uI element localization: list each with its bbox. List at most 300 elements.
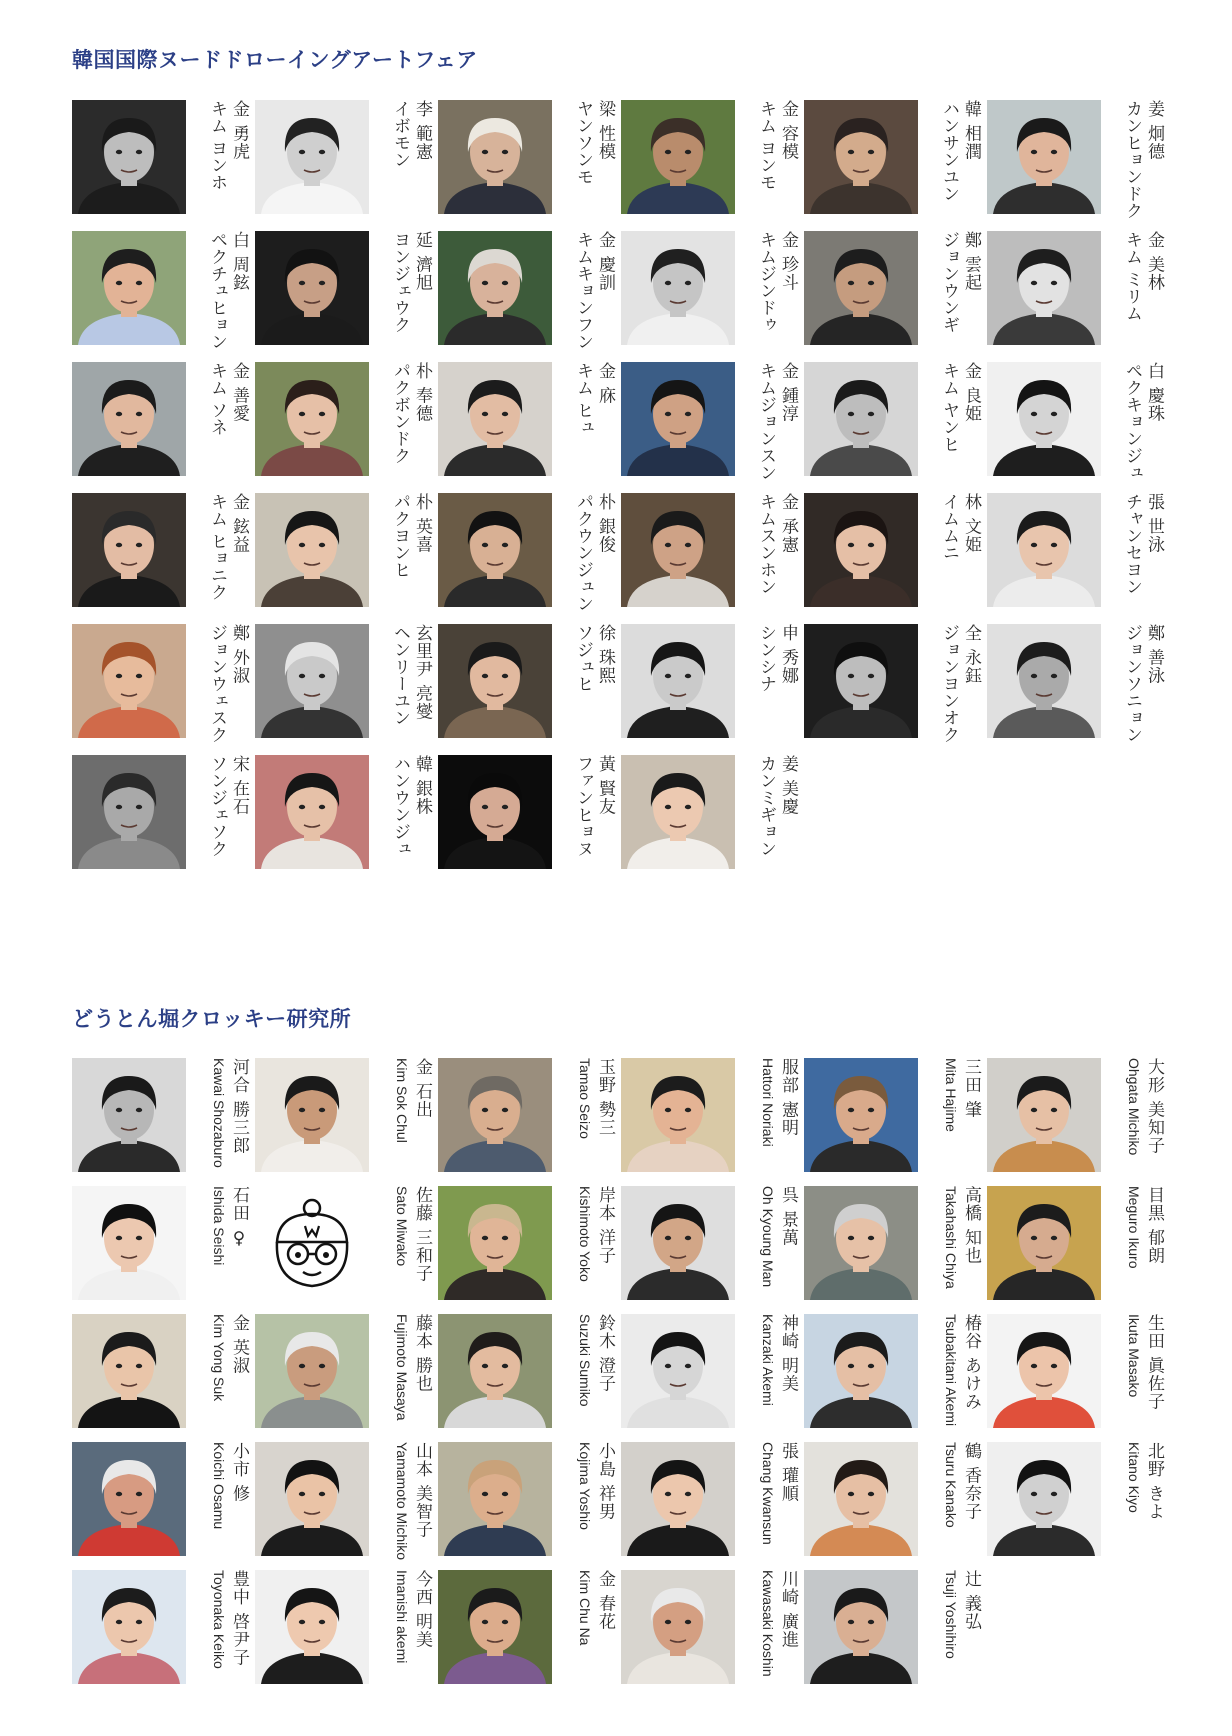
member-name-secondary: Kanzaki Akemi	[760, 1314, 776, 1406]
member-name-primary: 高橋 知也	[961, 1186, 981, 1265]
member-name-primary: 張 瓘順	[778, 1442, 798, 1503]
member-card	[804, 1442, 982, 1558]
member-photo	[987, 362, 1101, 476]
member-name-secondary: ヘンリーユン	[390, 624, 410, 726]
member-name	[922, 624, 982, 743]
member-card	[255, 362, 433, 478]
member-photo	[72, 755, 186, 869]
member-name-primary: 石田 ♀	[229, 1186, 249, 1250]
member-name-secondary: Kishimoto Yoko	[577, 1186, 593, 1282]
member-photo	[987, 1442, 1101, 1556]
member-card	[255, 1186, 433, 1302]
member-photo	[255, 1442, 369, 1556]
member-photo	[72, 100, 186, 214]
portrait-image	[72, 1058, 186, 1172]
member-photo	[804, 1314, 918, 1428]
member-photo	[987, 1186, 1101, 1300]
member-name-secondary: Meguro Ikuro	[1126, 1186, 1142, 1269]
member-name	[556, 100, 616, 216]
member-name-primary: 韓 相潤	[961, 100, 981, 161]
member-name-secondary: キムジンドゥ	[756, 231, 776, 333]
member-photo	[438, 1186, 552, 1300]
member-name	[739, 1186, 799, 1302]
member-name-secondary: イボモン	[390, 100, 410, 168]
member-name	[922, 100, 982, 216]
member-name-secondary: ソジュヒ	[573, 624, 593, 692]
portrait-image	[987, 1058, 1101, 1172]
member-name-secondary: ファンヒョヌ	[573, 755, 593, 857]
member-name-secondary: キム ソネ	[207, 362, 227, 436]
member-name	[739, 362, 799, 481]
member-card	[72, 1570, 250, 1686]
member-photo	[255, 231, 369, 345]
member-card	[987, 1186, 1165, 1302]
member-name	[922, 362, 982, 478]
member-photo	[804, 362, 918, 476]
member-name-primary: 延 濟旭	[412, 231, 432, 292]
member-card	[438, 1314, 616, 1430]
portrait-image	[72, 755, 186, 869]
member-name	[190, 362, 250, 478]
member-name-secondary: Tamao Seizo	[577, 1058, 593, 1139]
member-name-primary: 金 鍾淳	[778, 362, 798, 423]
member-name-secondary: Chang Kwansun	[760, 1442, 776, 1545]
member-card	[438, 1442, 616, 1558]
member-card	[255, 1442, 433, 1561]
portrait-image	[621, 1186, 735, 1300]
member-name	[1105, 1442, 1165, 1558]
member-card	[621, 493, 799, 609]
member-photo	[72, 1314, 186, 1428]
member-name	[739, 755, 799, 871]
member-card	[987, 493, 1165, 609]
portrait-image	[804, 231, 918, 345]
member-photo	[987, 231, 1101, 345]
member-card	[438, 1058, 616, 1174]
member-name-primary: 朴 銀俊	[595, 493, 615, 554]
member-name-primary: 金 美林	[1144, 231, 1164, 292]
member-photo	[438, 1570, 552, 1684]
member-photo	[255, 755, 369, 869]
member-name-primary: 鄭 雲起	[961, 231, 981, 292]
portrait-image	[72, 100, 186, 214]
member-name-secondary: Oh Kyoung Man	[760, 1186, 776, 1288]
member-name-primary: 李 範憲	[412, 100, 432, 161]
portrait-image	[72, 362, 186, 476]
member-name	[739, 493, 799, 609]
member-card	[438, 493, 616, 612]
portrait-image	[804, 100, 918, 214]
member-name	[922, 1186, 982, 1302]
member-card	[987, 231, 1165, 347]
member-name-secondary: キム ヒョニク	[207, 493, 227, 601]
portrait-image	[438, 1314, 552, 1428]
member-card	[804, 231, 982, 347]
member-name-primary: 全 永鈺	[961, 624, 981, 685]
portrait-image	[987, 1186, 1101, 1300]
portrait-image	[255, 493, 369, 607]
member-photo	[804, 231, 918, 345]
portrait-image	[438, 624, 552, 738]
member-name	[556, 1058, 616, 1174]
member-name-primary: 林 文姫	[961, 493, 981, 554]
section-title-korea: 韓国国際ヌードドローイングアートフェア	[72, 48, 478, 72]
portrait-image	[804, 1186, 918, 1300]
member-name-secondary: Suzuki Sumiko	[577, 1314, 593, 1407]
member-photo	[987, 100, 1101, 214]
member-name-secondary: ペクチュヒョン	[207, 231, 227, 350]
member-name-primary: 金 石出	[412, 1058, 432, 1119]
member-card	[255, 231, 433, 347]
member-photo	[255, 1186, 369, 1300]
member-name	[922, 1570, 982, 1686]
portrait-image	[987, 100, 1101, 214]
member-name-primary: 呉 景萬	[778, 1186, 798, 1247]
member-card	[987, 1058, 1165, 1174]
member-name	[373, 362, 433, 478]
member-photo	[438, 493, 552, 607]
member-card	[621, 624, 799, 740]
member-name	[190, 493, 250, 609]
portrait-image	[621, 100, 735, 214]
portrait-image	[255, 1314, 369, 1428]
member-card	[438, 231, 616, 350]
member-card	[987, 100, 1165, 219]
member-photo	[804, 1058, 918, 1172]
member-name-secondary: ジョンソニョン	[1122, 624, 1142, 743]
member-name-primary: 川崎 廣進	[778, 1570, 798, 1649]
member-photo	[987, 1058, 1101, 1172]
portrait-image	[621, 1570, 735, 1684]
member-name	[190, 1058, 250, 1174]
portrait-image	[438, 1442, 552, 1556]
member-card	[72, 231, 250, 350]
member-name	[1105, 362, 1165, 481]
member-name-primary: 山本 美智子	[412, 1442, 432, 1539]
member-card	[804, 1314, 982, 1430]
member-name	[1105, 1058, 1165, 1174]
member-name-primary: 白 周鉉	[229, 231, 249, 292]
member-name-primary: 朴 英喜	[412, 493, 432, 554]
member-card	[621, 362, 799, 481]
portrait-image	[804, 1058, 918, 1172]
member-name-secondary: Yamamoto Michiko	[394, 1442, 410, 1561]
portrait-image	[255, 1442, 369, 1556]
member-name	[922, 1314, 982, 1430]
member-name	[373, 1442, 433, 1561]
member-name-secondary: Takahashi Chiya	[943, 1186, 959, 1289]
member-photo	[438, 1314, 552, 1428]
portrait-image	[804, 1314, 918, 1428]
member-photo	[438, 362, 552, 476]
member-name-primary: 鶴 香奈子	[961, 1442, 981, 1521]
member-name	[190, 1314, 250, 1430]
member-card	[255, 1314, 433, 1430]
member-name-secondary: キム ヤンヒ	[939, 362, 959, 453]
member-photo	[438, 755, 552, 869]
member-name-primary: 金 珍斗	[778, 231, 798, 292]
member-photo	[72, 362, 186, 476]
portrait-image	[438, 1058, 552, 1172]
member-name-primary: 鄭 外淑	[229, 624, 249, 685]
section-title-dotonbori: どうとん堀クロッキー研究所	[72, 1007, 352, 1031]
member-name	[373, 1058, 433, 1174]
member-name-primary: 金 容模	[778, 100, 798, 161]
member-name	[190, 1570, 250, 1686]
portrait-image	[72, 493, 186, 607]
member-photo	[255, 100, 369, 214]
member-name	[739, 1570, 799, 1686]
member-photo	[621, 1570, 735, 1684]
member-name	[922, 1442, 982, 1558]
member-name	[1105, 1314, 1165, 1430]
member-photo	[438, 231, 552, 345]
member-name-primary: 大形 美知子	[1144, 1058, 1164, 1155]
member-name-secondary: Tsuru Kanako	[943, 1442, 959, 1528]
member-name	[739, 100, 799, 216]
member-name-primary: 徐 珠熙	[595, 624, 615, 685]
member-name-secondary: キム ミリム	[1122, 231, 1142, 322]
member-name-primary: 椿谷 あけみ	[961, 1314, 981, 1411]
member-card	[72, 1058, 250, 1174]
portrait-image	[621, 1058, 735, 1172]
member-name-primary: 金 庥	[595, 362, 615, 405]
member-name-secondary: ハンウンジュ	[390, 755, 410, 857]
member-card	[72, 624, 250, 743]
member-card	[72, 362, 250, 478]
member-name-primary: 玄里尹 亮燮	[412, 624, 432, 721]
member-name-secondary: Fujimoto Masaya	[394, 1314, 410, 1421]
member-card	[438, 624, 616, 740]
member-name-secondary: ハンサンユン	[939, 100, 959, 202]
member-name-secondary: Kim Sok Chul	[394, 1058, 410, 1143]
member-name-secondary: キムスンホン	[756, 493, 776, 595]
portrait-image	[72, 624, 186, 738]
member-name	[373, 1570, 433, 1686]
member-photo	[621, 1442, 735, 1556]
member-name-secondary: キムジョンスン	[756, 362, 776, 481]
member-name-secondary: Koichi Osamu	[211, 1442, 227, 1530]
member-name-primary: 北野 きよ	[1144, 1442, 1164, 1521]
member-name	[1105, 624, 1165, 743]
portrait-image	[255, 1186, 369, 1300]
member-card	[987, 362, 1165, 481]
portrait-image	[438, 1186, 552, 1300]
member-name-primary: 姜 美慶	[778, 755, 798, 816]
member-card	[438, 755, 616, 871]
portrait-image	[438, 100, 552, 214]
member-name-secondary: パクウンジュン	[573, 493, 593, 612]
member-photo	[255, 1058, 369, 1172]
portrait-image	[255, 755, 369, 869]
member-name	[556, 1186, 616, 1302]
member-card	[72, 493, 250, 609]
member-name-primary: 張 世泳	[1144, 493, 1164, 554]
portrait-image	[72, 231, 186, 345]
portrait-image	[72, 1186, 186, 1300]
member-photo	[438, 624, 552, 738]
member-photo	[621, 755, 735, 869]
member-name-primary: 鈴木 澄子	[595, 1314, 615, 1393]
portrait-image	[987, 231, 1101, 345]
member-photo	[804, 624, 918, 738]
portrait-image	[438, 493, 552, 607]
member-photo	[987, 1314, 1101, 1428]
member-name-primary: 黃 賢友	[595, 755, 615, 816]
member-photo	[804, 493, 918, 607]
portrait-image	[804, 493, 918, 607]
portrait-image	[987, 1314, 1101, 1428]
member-name-secondary: Ishida Seishi	[211, 1186, 227, 1266]
portrait-image	[804, 362, 918, 476]
member-photo	[621, 493, 735, 607]
member-name-secondary: Kitano Kiyo	[1126, 1442, 1142, 1513]
member-name-primary: 金 英淑	[229, 1314, 249, 1375]
member-name-secondary: Kawasaki Koshin	[760, 1570, 776, 1677]
member-photo	[621, 1314, 735, 1428]
portrait-image	[438, 755, 552, 869]
member-name	[190, 231, 250, 350]
member-name-primary: 宋 在石	[229, 755, 249, 816]
member-name-primary: 今西 明美	[412, 1570, 432, 1649]
member-name-primary: 姜 炯德	[1144, 100, 1164, 161]
member-name-secondary: キム ヨンホ	[207, 100, 227, 191]
member-name	[556, 231, 616, 350]
member-card	[255, 624, 433, 740]
member-name-secondary: Tsubakitani Akemi	[943, 1314, 959, 1427]
portrait-image	[72, 1570, 186, 1684]
member-photo	[621, 1186, 735, 1300]
member-photo	[621, 231, 735, 345]
member-card	[804, 493, 982, 609]
member-card	[72, 1186, 250, 1302]
member-name-primary: 神崎 明美	[778, 1314, 798, 1393]
member-name-primary: 小市 修	[229, 1442, 249, 1503]
member-name-primary: 豊中 啓尹子	[229, 1570, 249, 1667]
member-card	[804, 1186, 982, 1302]
member-name-secondary: Mita Hajime	[943, 1058, 959, 1132]
portrait-image	[621, 493, 735, 607]
member-name	[373, 755, 433, 871]
member-name	[739, 1058, 799, 1174]
member-card	[72, 755, 250, 871]
member-name-secondary: ジョンヨンオク	[939, 624, 959, 743]
member-card	[438, 1570, 616, 1686]
member-card	[804, 100, 982, 216]
member-name-secondary: イムムニ	[939, 493, 959, 561]
portrait-image	[621, 1314, 735, 1428]
member-card	[804, 1570, 982, 1686]
member-name-primary: 藤本 勝也	[412, 1314, 432, 1393]
member-card	[621, 1186, 799, 1302]
member-name	[556, 755, 616, 871]
member-name	[373, 231, 433, 347]
portrait-image	[255, 231, 369, 345]
member-name	[556, 1570, 616, 1686]
member-photo	[72, 231, 186, 345]
member-name-secondary: ヤンソンモ	[573, 100, 593, 185]
member-photo	[72, 624, 186, 738]
member-name-primary: 鄭 善泳	[1144, 624, 1164, 685]
member-name-secondary: パクヨンヒ	[390, 493, 410, 578]
member-name-primary: 金 善愛	[229, 362, 249, 423]
member-photo	[438, 1442, 552, 1556]
portrait-image	[621, 755, 735, 869]
member-name-primary: 金 勇虎	[229, 100, 249, 161]
portrait-image	[804, 1442, 918, 1556]
member-card	[255, 755, 433, 871]
member-name	[1105, 1186, 1165, 1302]
member-name-primary: 金 承憲	[778, 493, 798, 554]
member-name-secondary: ヨンジェウク	[390, 231, 410, 333]
member-name	[373, 1186, 433, 1302]
member-name-secondary: Hattori Noriaki	[760, 1058, 776, 1147]
member-card	[987, 1442, 1165, 1558]
member-name	[922, 493, 982, 609]
member-photo	[255, 1570, 369, 1684]
member-card	[987, 1314, 1165, 1430]
member-name	[739, 1314, 799, 1430]
member-name-primary: 三田 肇	[961, 1058, 981, 1119]
member-card	[621, 231, 799, 347]
member-name-primary: 金 慶訓	[595, 231, 615, 292]
member-photo	[255, 1314, 369, 1428]
member-name	[556, 493, 616, 612]
member-name-secondary: ペクキョンジュ	[1122, 362, 1142, 481]
member-name-primary: 服部 憲明	[778, 1058, 798, 1137]
member-name	[1105, 100, 1165, 219]
member-name-primary: 玉野 勢三	[595, 1058, 615, 1137]
portrait-image	[438, 231, 552, 345]
member-name	[739, 624, 799, 740]
member-photo	[72, 1186, 186, 1300]
member-photo	[621, 1058, 735, 1172]
member-card	[72, 1442, 250, 1558]
member-name-primary: 目黒 郁朗	[1144, 1186, 1164, 1265]
member-name-primary: 佐藤 三和子	[412, 1186, 432, 1283]
member-name-primary: 岸本 洋子	[595, 1186, 615, 1265]
member-photo	[255, 493, 369, 607]
member-name	[373, 1314, 433, 1430]
member-name-primary: 辻 義弘	[961, 1570, 981, 1631]
member-card	[255, 1570, 433, 1686]
portrait-image	[804, 624, 918, 738]
portrait-image	[255, 362, 369, 476]
member-photo	[438, 1058, 552, 1172]
member-name-primary: 梁 性模	[595, 100, 615, 161]
portrait-image	[255, 1570, 369, 1684]
member-name-primary: 小島 祥男	[595, 1442, 615, 1521]
member-card	[804, 362, 982, 478]
member-name	[556, 1314, 616, 1430]
portrait-image	[438, 1570, 552, 1684]
member-name	[190, 624, 250, 743]
member-card	[438, 100, 616, 216]
member-photo	[255, 362, 369, 476]
member-name-secondary: Kim Chu Na	[577, 1570, 593, 1646]
member-photo	[72, 493, 186, 607]
member-photo	[804, 1442, 918, 1556]
member-name-primary: 金 良姫	[961, 362, 981, 423]
member-name	[190, 1442, 250, 1558]
member-name	[739, 1442, 799, 1558]
member-name-secondary: Toyonaka Keiko	[211, 1570, 227, 1669]
member-name	[190, 1186, 250, 1302]
member-card	[255, 493, 433, 609]
member-name-secondary: Kawai Shozaburo	[211, 1058, 227, 1168]
member-name-primary: 韓 銀株	[412, 755, 432, 816]
member-name-secondary: キムキョンフン	[573, 231, 593, 350]
